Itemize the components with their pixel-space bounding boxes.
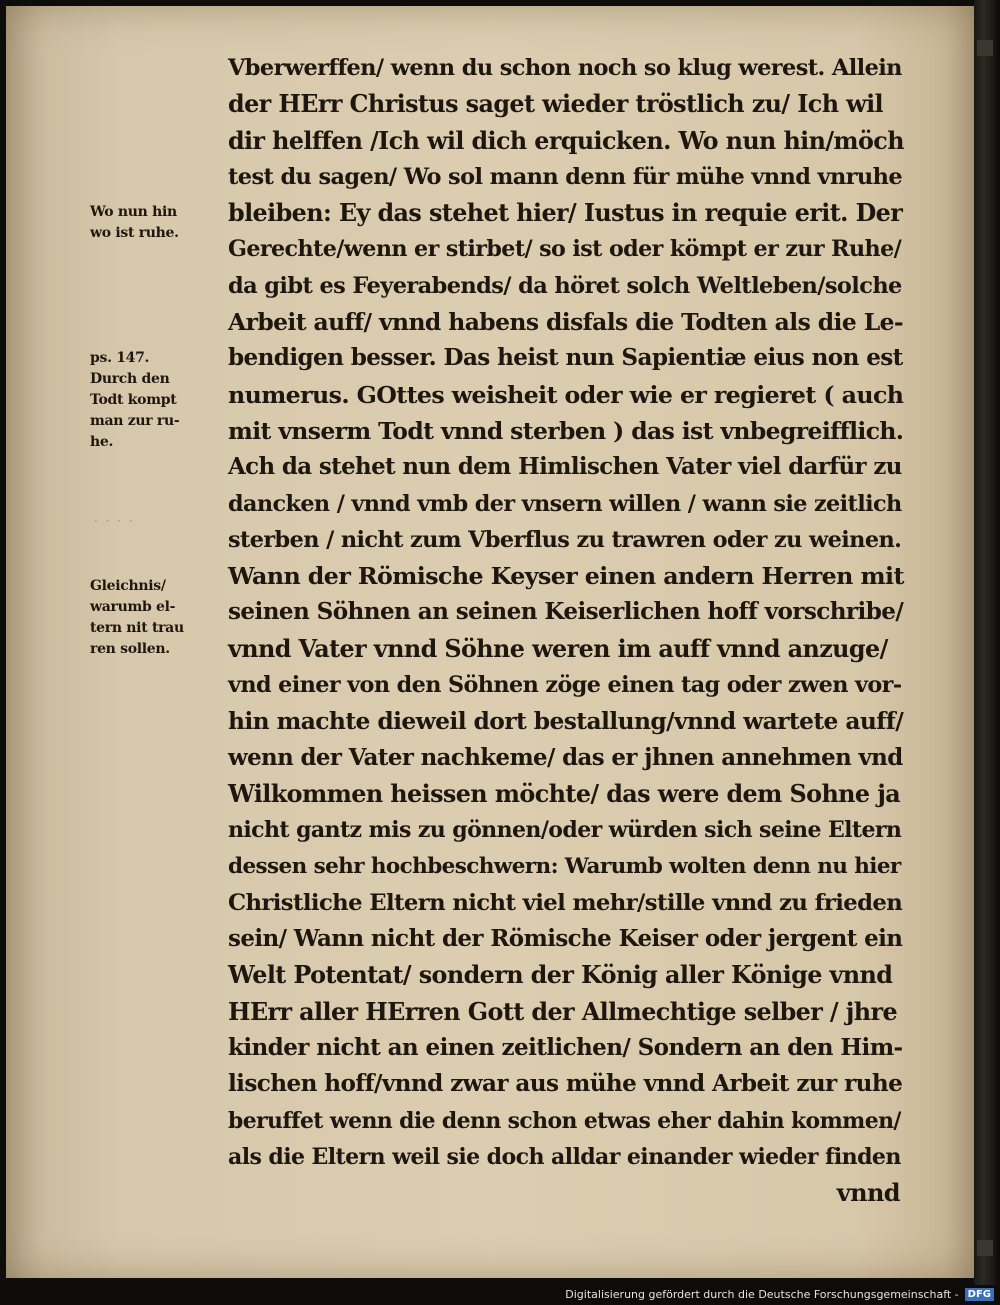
- text-line: bleiben: Ey das stehet hier/ Iustus in requie erit. Der: [228, 199, 903, 228]
- margin-note-line: he.: [90, 434, 114, 450]
- text-line: mit vnserm Todt vnnd sterben ) das ist vnbegreifflich.: [228, 416, 904, 445]
- text-line: dir helffen /Ich wil dich erquicken. Wo nun hin/möch: [228, 126, 904, 155]
- text-line: Ach da stehet nun dem Himlischen Vater viel darfür zu: [228, 454, 902, 481]
- margin-note-line: ps. 147.: [90, 350, 150, 366]
- text-line: Christliche Eltern nicht viel mehr/stille vnnd zu frieden: [228, 889, 903, 916]
- margin-note-line: wo ist ruhe.: [90, 225, 179, 241]
- margin-note-1: [90, 202, 218, 244]
- margin-note-line: warumb el-: [90, 599, 176, 615]
- text-line: der HErr Christus saget wieder tröstlich zu/ Ich wil: [228, 90, 884, 119]
- text-line: Wilkommen heissen möchte/ das were dem Sohne ja: [228, 779, 901, 808]
- scan-edge-strip: [974, 0, 996, 1285]
- text-line: Vberwerffen/ wenn du schon noch so klug werest. Allein: [228, 55, 902, 81]
- text-line: seinen Söhnen an seinen Keiserlichen hoff vorschribe/: [228, 598, 904, 626]
- margin-note-line: Wo nun hin: [90, 204, 177, 220]
- text-line: lischen hoff/vnnd zwar aus mühe vnnd Arbeit zur ruhe: [228, 1070, 903, 1098]
- dfg-logo: DFG: [965, 1288, 994, 1301]
- bleed-through-mark: · · · ·: [94, 514, 135, 528]
- margin-note-line: tern nit trau: [90, 620, 184, 636]
- text-line: hin machte dieweil dort bestallung/vnnd wartete auff/: [228, 707, 904, 736]
- text-line: Arbeit auff/ vnnd habens disfals die Todten als die Le-: [228, 308, 904, 337]
- margin-note-line: Gleichnis/: [90, 578, 166, 594]
- margin-note-2: [90, 348, 218, 453]
- text-line: nicht gantz mis zu gönnen/oder würden sich seine Eltern: [228, 817, 902, 844]
- text-line: dancken / vnnd vmb der vnsern willen / wann sie zeitlich: [228, 490, 902, 517]
- text-line: HErr aller HErren Gott der Allmechtige selber / jhre: [228, 997, 898, 1026]
- margin-note-line: ren sollen.: [90, 641, 170, 657]
- text-line: numerus. GOttes weisheit oder wie er regieret ( auch: [228, 380, 904, 409]
- text-line: dessen sehr hochbeschwern: Warumb wolten denn nu hier: [228, 853, 901, 879]
- text-line: Wann der Römische Keyser einen andern Herren mit: [228, 562, 904, 591]
- text-line: sterben / nicht zum Vberflus zu trawren oder zu weinen.: [228, 526, 902, 553]
- book-page: [6, 6, 974, 1278]
- margin-note-line: Todt kompt: [90, 392, 177, 408]
- footer-credit: [565, 1285, 994, 1303]
- text-line: beruffet wenn die denn schon etwas eher dahin kommen/: [228, 1107, 901, 1134]
- text-line: bendigen besser. Das heist nun Sapientiæ eius non est: [228, 344, 903, 372]
- text-line: kinder nicht an einen zeitlichen/ Sondern an den Him-: [228, 1034, 903, 1062]
- margin-note-line: Durch den: [90, 371, 170, 387]
- margin-note-3: [90, 576, 218, 660]
- text-line: vnnd Vater vnnd Söhne weren im auff vnnd anzuge/: [228, 634, 888, 663]
- text-line: wenn der Vater nachkeme/ das er jhnen annehmen vnd: [228, 744, 903, 771]
- text-line: sein/ Wann nicht der Römische Keiser oder jergent ein: [228, 925, 903, 953]
- text-line: Gerechte/wenn er stirbet/ so ist oder kömpt er zur Ruhe/: [228, 236, 902, 263]
- footer-credit-text: Digitalisierung gefördert durch die Deutsche Forschungsgemeinschaft -: [565, 1287, 959, 1301]
- body-text: [228, 50, 908, 1212]
- text-line: Welt Potentat/ sondern der König aller Könige vnnd: [228, 961, 893, 990]
- margin-note-line: man zur ru-: [90, 413, 180, 429]
- catchword: vnnd: [836, 1178, 900, 1208]
- text-line: vnd einer von den Söhnen zöge einen tag oder zwen vor-: [228, 672, 902, 699]
- text-line: test du sagen/ Wo sol mann denn für mühe vnnd vnruhe: [228, 163, 903, 190]
- text-line: als die Eltern weil sie doch alldar einander wieder finden: [228, 1143, 901, 1170]
- text-line: da gibt es Feyerabends/ da höret solch Weltleben/solche: [228, 272, 902, 299]
